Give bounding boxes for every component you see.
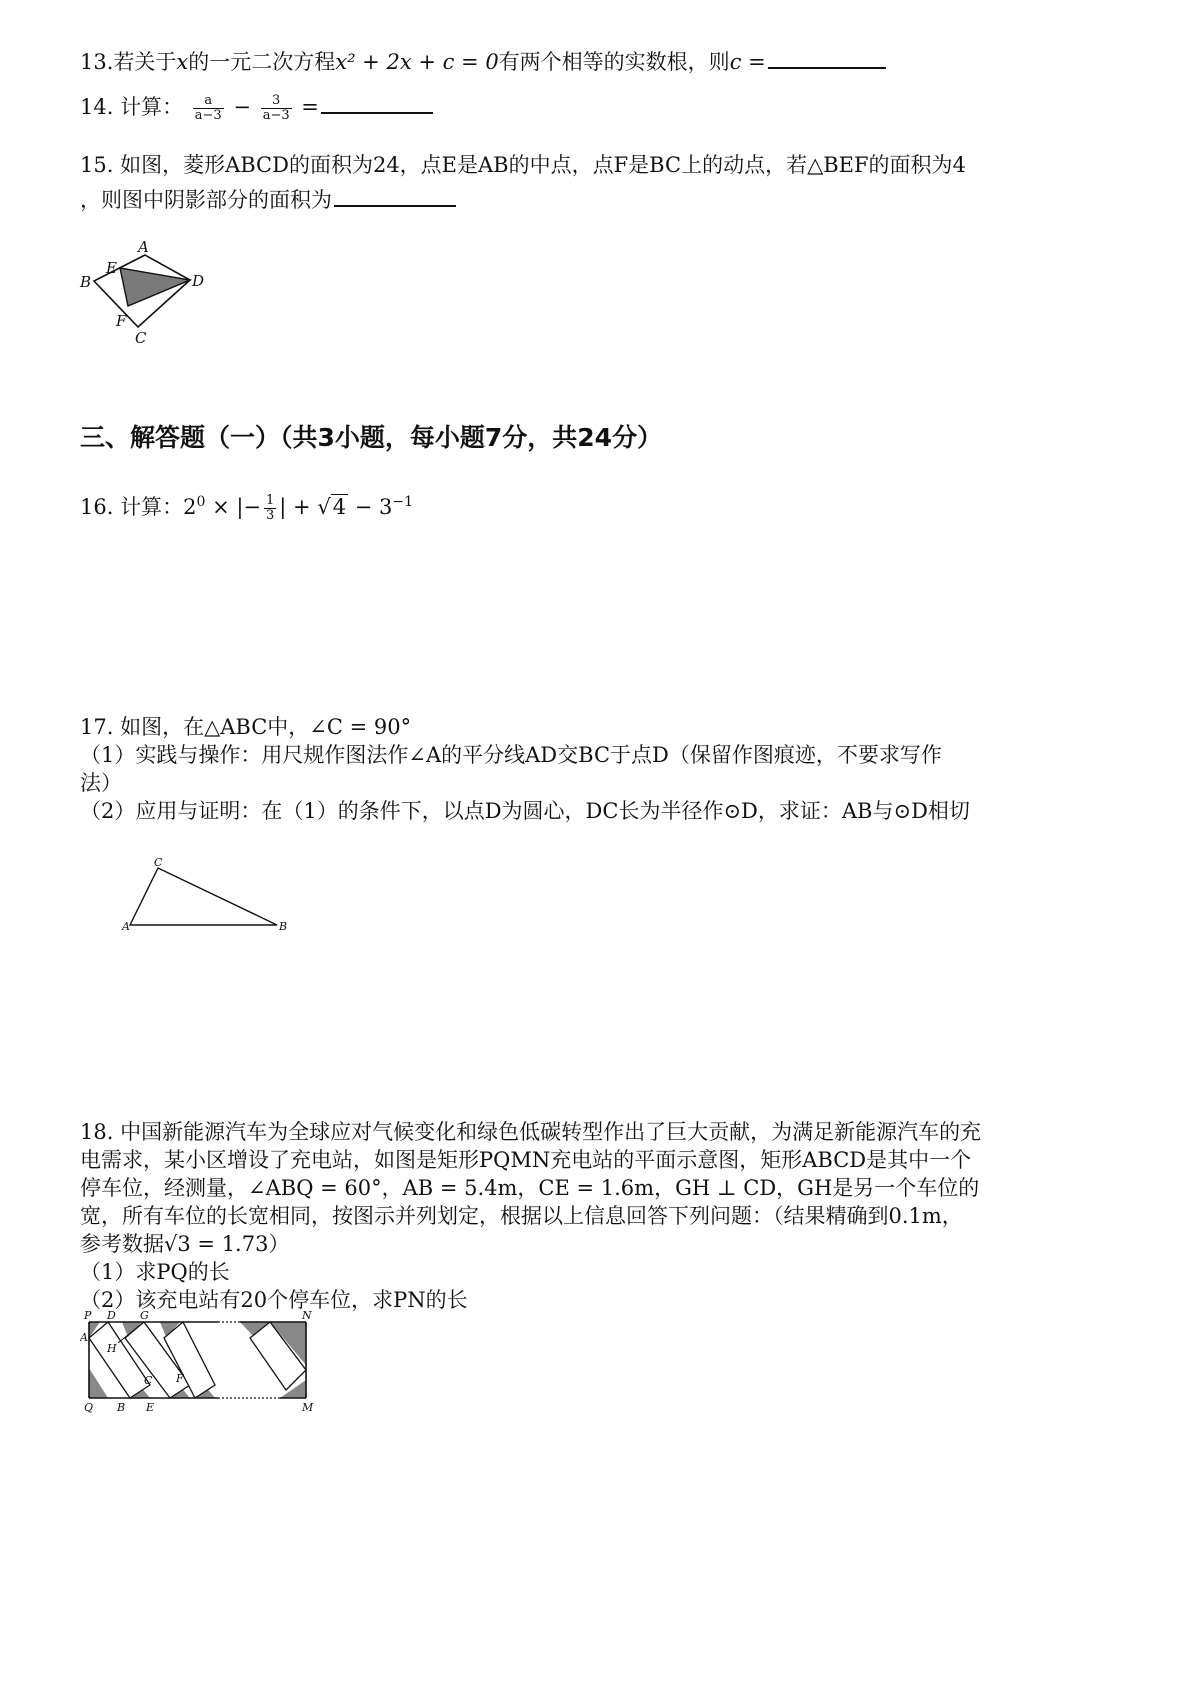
q13-text-2: 的一元二次方程: [188, 50, 336, 74]
q18-parking-figure: [80, 1310, 380, 1420]
q18-label-G: G: [140, 1310, 149, 1322]
q14-line: [80, 93, 433, 123]
q15-label-B: B: [80, 273, 92, 291]
q16-f-denominator: 3: [266, 508, 275, 523]
q15-label-A: A: [138, 240, 149, 256]
q18-label-P: P: [84, 1310, 92, 1322]
q17-label-C: C: [154, 858, 163, 869]
q18-label-N: N: [302, 1310, 312, 1322]
q13-equals: =: [741, 50, 766, 74]
q18-label-B: B: [117, 1401, 126, 1414]
q18-line-5: 参考数据√3 = 1.73）: [80, 1232, 290, 1256]
q16-minus-3: − 3: [348, 495, 393, 519]
q13-number: 13.: [80, 50, 114, 74]
q16-times: ×: [205, 495, 237, 519]
q14-f1-numerator: a: [193, 94, 224, 109]
q18-shade-bottom-left: [89, 1368, 108, 1398]
q18-label-F: F: [176, 1372, 184, 1385]
q18-label-D: D: [107, 1310, 116, 1322]
q14-fraction-1: [193, 94, 224, 123]
q15-line-1: 15. 如图，菱形ABCD的面积为24，点E是AB的中点，点F是BC上的动点，若△BEF的面积为4: [80, 153, 966, 177]
q13-var-x: x: [176, 50, 189, 74]
q16-text: 计算：: [120, 495, 184, 519]
q18-line-4: 宽，所有车位的长宽相同，按图示并列划定，根据以上信息回答下列问题：（结果精确到0.1m，: [80, 1204, 963, 1228]
q15-line-2: [80, 186, 456, 214]
q18-label-A: A: [80, 1331, 88, 1344]
q14-f2-numerator: 3: [261, 94, 292, 109]
q16-plus-sqrt: + √: [286, 495, 331, 519]
q18-line-2: 电需求，某小区增设了充电站，如图是矩形PQMN充电站的平面示意图，矩形ABCD是其中一个: [80, 1148, 972, 1172]
q17-triangle: [130, 868, 277, 925]
q18-line-3: 停车位，经测量，∠ABQ = 60°，AB = 5.4m，CE = 1.6m，GH ⊥ CD，GH是另一个车位的: [80, 1176, 980, 1200]
section-3-title: 三、解答题（一）（共3小题，每小题7分，共24分）: [80, 423, 663, 452]
q18-line-1: 18. 中国新能源汽车为全球应对气候变化和绿色低碳转型作出了巨大贡献，为满足新能源汽车的充: [80, 1120, 982, 1144]
q18-label-M: M: [302, 1401, 314, 1414]
q18-line-7: （2）该充电站有20个停车位，求PN的长: [80, 1288, 468, 1312]
q16-abs-left: |−: [236, 495, 262, 519]
q18-label-H: H: [107, 1342, 117, 1355]
q18-label-C: C: [144, 1374, 153, 1387]
q16-exp-0: 0: [196, 494, 206, 510]
q16-number: 16.: [80, 495, 114, 519]
q16-abs-right: |: [279, 495, 287, 519]
q13-line: [80, 48, 886, 76]
q15-label-F: F: [116, 312, 127, 330]
q15-label-C: C: [135, 329, 147, 347]
q14-text: 计算：: [120, 95, 184, 119]
q15-rhombus-figure: [78, 240, 223, 368]
q16-base: 2: [183, 495, 197, 519]
q17-line-1: 17. 如图，在△ABC中，∠C = 90°: [80, 715, 412, 739]
q16-f-numerator: 1: [266, 493, 275, 508]
q18-label-E: E: [146, 1401, 155, 1414]
q13-text-1: 若关于: [113, 50, 177, 74]
q15-line-2-text: ，则图中阴影部分的面积为: [80, 188, 332, 212]
q16-fraction: [264, 494, 276, 523]
q14-equals: =: [301, 95, 319, 119]
q14-f2-denominator: a−3: [262, 108, 290, 123]
q14-answer-blank[interactable]: [321, 112, 433, 114]
q14-f1-denominator: a−3: [194, 108, 222, 123]
q17-line-2: （1）实践与操作：用尺规作图法作∠A的平分线AD交BC于点D（保留作图痕迹，不要求写作: [80, 743, 942, 767]
q15-label-D: D: [192, 272, 205, 290]
q17-triangle-figure: [120, 858, 300, 938]
q17-label-A: A: [122, 920, 130, 933]
q16-exp-neg1: −1: [392, 494, 414, 510]
q13-text-3: 有两个相等的实数根，则: [498, 50, 730, 74]
q14-number: 14.: [80, 95, 114, 119]
q15-label-E: E: [106, 259, 117, 277]
q18-label-Q: Q: [84, 1401, 94, 1414]
q13-equation: x² + 2x + c = 0: [335, 50, 499, 74]
q13-var-c: c: [729, 50, 742, 74]
q15-answer-blank[interactable]: [334, 205, 456, 207]
q16-radicand: 4: [332, 495, 347, 519]
q17-line-4: （2）应用与证明：在（1）的条件下，以点D为圆心，DC长为半径作⊙D，求证：AB与⊙D相切: [80, 799, 970, 823]
q14-minus: −: [233, 95, 251, 119]
q13-answer-blank[interactable]: [768, 67, 886, 69]
q17-label-B: B: [279, 920, 288, 933]
q17-line-3: 法）: [80, 771, 122, 795]
q16-line: [80, 488, 413, 523]
q18-line-6: （1）求PQ的长: [80, 1260, 230, 1284]
q14-fraction-2: [261, 94, 292, 123]
